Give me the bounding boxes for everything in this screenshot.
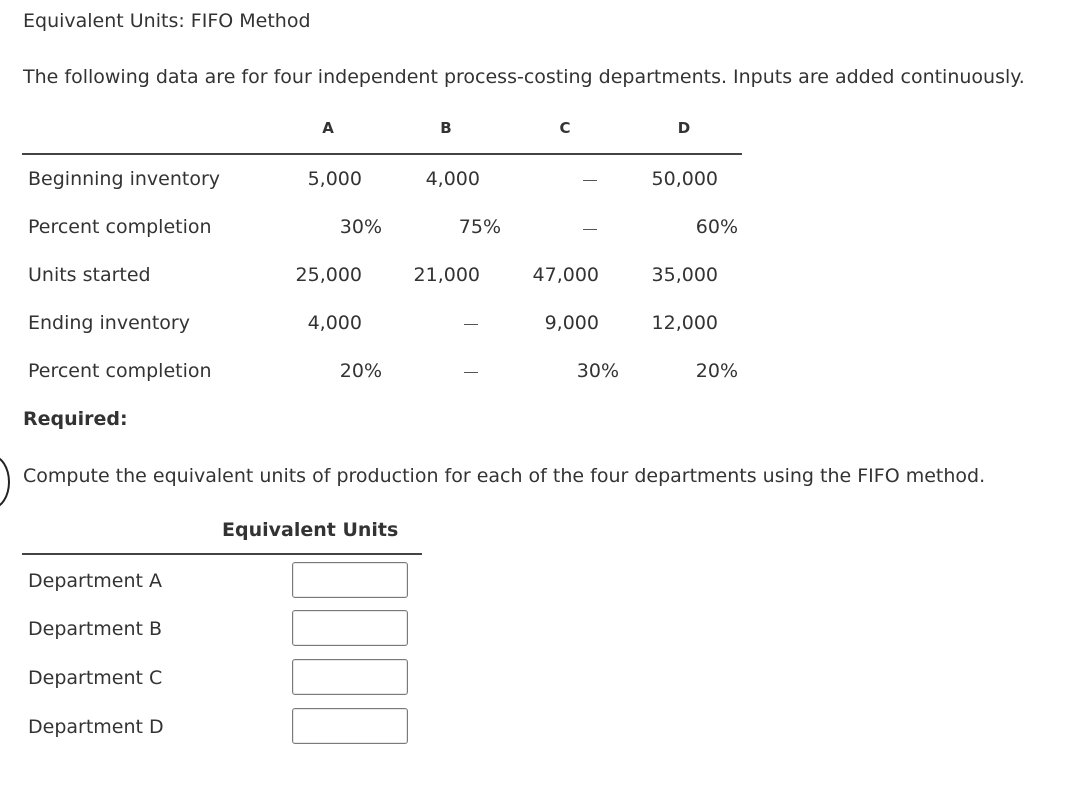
cell-b: 75% (458, 216, 501, 238)
cell-b: 4,000 (425, 168, 480, 190)
column-header-a: A (322, 119, 334, 137)
equivalent-units-header: Equivalent Units (222, 519, 399, 541)
cell-c: 47,000 (532, 264, 599, 286)
cell-b-dash (464, 372, 478, 373)
table-header-divider (22, 153, 742, 155)
column-header-d: D (677, 119, 691, 137)
column-header-b: B (440, 119, 452, 137)
department-d-label: Department D (28, 716, 164, 738)
row-label: Ending inventory (28, 312, 190, 334)
department-b-label: Department B (28, 618, 163, 640)
cell-d: 12,000 (651, 312, 718, 334)
cell-c-dash (583, 180, 597, 181)
answer-header-divider (22, 553, 422, 555)
page-title: Equivalent Units: FIFO Method (23, 10, 311, 32)
cell-b: 21,000 (413, 264, 480, 286)
instruction-text: Compute the equivalent units of production for each of the four departments using the FIFO method. (23, 465, 986, 487)
cell-a: 25,000 (295, 264, 362, 286)
row-label: Beginning inventory (28, 168, 220, 190)
cell-a: 30% (339, 216, 382, 238)
department-c-input[interactable] (292, 659, 408, 695)
row-label: Percent completion (28, 216, 212, 238)
department-b-input[interactable] (292, 610, 408, 646)
cell-d: 35,000 (651, 264, 718, 286)
cell-c-dash (583, 229, 597, 230)
department-a-input[interactable] (292, 562, 408, 598)
cell-d: 20% (695, 360, 738, 382)
required-heading: Required: (23, 408, 128, 430)
intro-text: The following data are for four independent process-costing departments. Inputs are added continuously. (23, 66, 1025, 88)
cell-c: 30% (576, 360, 619, 382)
cell-c: 9,000 (544, 312, 599, 334)
row-label: Percent completion (28, 360, 212, 382)
department-d-input[interactable] (292, 708, 408, 744)
cell-a: 4,000 (307, 312, 362, 334)
row-label: Units started (28, 264, 151, 286)
cell-a: 5,000 (307, 168, 362, 190)
department-a-label: Department A (28, 570, 163, 592)
cell-d: 50,000 (651, 168, 718, 190)
cell-b-dash (464, 324, 478, 325)
cell-a: 20% (339, 360, 382, 382)
cell-d: 60% (695, 216, 738, 238)
column-header-c: C (559, 119, 571, 137)
department-c-label: Department C (28, 667, 163, 689)
left-edge-arc (0, 455, 10, 509)
